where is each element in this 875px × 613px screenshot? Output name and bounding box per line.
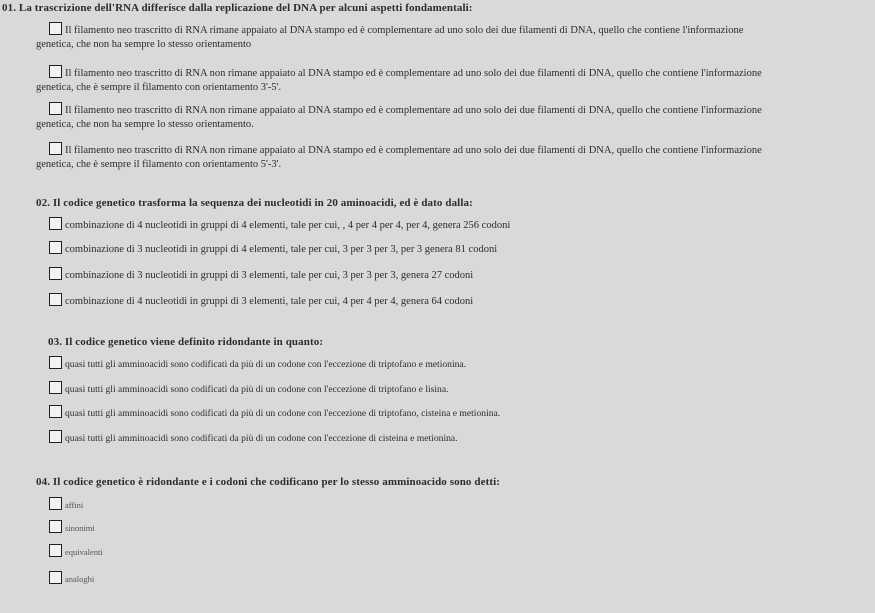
answer-option[interactable]: quasi tutti gli amminoacidi sono codificati da più di un codone con l'eccezione di triptofano, cisteina e metionina. <box>49 405 500 421</box>
checkbox[interactable] <box>49 356 62 369</box>
answer-option[interactable]: affini <box>49 497 83 512</box>
checkbox[interactable] <box>49 293 62 306</box>
answer-option[interactable]: combinazione di 4 nucleotidi in gruppi di 4 elementi, tale per cui, , 4 per 4 per 4, per 4, genera 256 codoni <box>49 217 510 233</box>
checkbox[interactable] <box>49 217 62 230</box>
checkbox[interactable] <box>49 544 62 557</box>
checkbox[interactable] <box>49 241 62 254</box>
question-title: 01. La trascrizione dell'RNA differisce dalla replicazione del DNA per alcuni aspetti fondamentali: <box>2 2 473 14</box>
checkbox[interactable] <box>49 381 62 394</box>
checkbox[interactable] <box>49 65 62 78</box>
checkbox[interactable] <box>49 142 62 155</box>
answer-option[interactable]: combinazione di 4 nucleotidi in gruppi di 3 elementi, tale per cui, 4 per 4 per 4, genera 64 codoni <box>49 293 473 309</box>
answer-option[interactable]: Il filamento neo trascritto di RNA non rimane appaiato al DNA stampo ed è complementare ad uno solo dei due filamenti di DNA, quello che contiene l'informazione genetica, che non ha sempre lo stesso orientamento. <box>49 102 762 132</box>
checkbox[interactable] <box>49 497 62 510</box>
checkbox[interactable] <box>49 267 62 280</box>
answer-option[interactable]: quasi tutti gli amminoacidi sono codificati da più di un codone con l'eccezione di triptofano e metionina. <box>49 356 466 372</box>
answer-option[interactable]: analoghi <box>49 571 94 586</box>
checkbox[interactable] <box>49 571 62 584</box>
question-title: 04. Il codice genetico è ridondante e i codoni che codificano per lo stesso amminoacido sono detti: <box>36 476 501 488</box>
checkbox[interactable] <box>49 102 62 115</box>
answer-option[interactable]: Il filamento neo trascritto di RNA non rimane appaiato al DNA stampo ed è complementare ad uno solo dei due filamenti di DNA, quello che contiene l'informazione genetica, che è sempre il filamento con orientamento 3'-5'. <box>49 65 762 95</box>
checkbox[interactable] <box>49 22 62 35</box>
checkbox[interactable] <box>49 405 62 418</box>
answer-option[interactable]: equivalenti <box>49 544 103 559</box>
checkbox[interactable] <box>49 430 62 443</box>
answer-option[interactable]: combinazione di 3 nucleotidi in gruppi di 4 elementi, tale per cui, 3 per 3 per 3, per 3 genera 81 codoni <box>49 241 497 257</box>
question-title: 02. Il codice genetico trasforma la sequenza dei nucleotidi in 20 aminoacidi, ed è dato dalla: <box>36 197 473 209</box>
answer-option[interactable]: sinonimi <box>49 520 95 535</box>
question-title: 03. Il codice genetico viene definito ridondante in quanto: <box>48 336 324 348</box>
checkbox[interactable] <box>49 520 62 533</box>
answer-option[interactable]: combinazione di 3 nucleotidi in gruppi di 3 elementi, tale per cui, 3 per 3 per 3, genera 27 codoni <box>49 267 473 283</box>
answer-option[interactable]: quasi tutti gli amminoacidi sono codificati da più di un codone con l'eccezione di triptofano e lisina. <box>49 381 449 397</box>
answer-option[interactable]: Il filamento neo trascritto di RNA non rimane appaiato al DNA stampo ed è complementare ad uno solo dei due filamenti di DNA, quello che contiene l'informazione genetica, che è sempre il filamento con orientamento 5'-3'. <box>49 142 762 172</box>
answer-option[interactable]: quasi tutti gli amminoacidi sono codificati da più di un codone con l'eccezione di cisteina e metionina. <box>49 430 458 446</box>
answer-option[interactable]: Il filamento neo trascritto di RNA rimane appaiato al DNA stampo ed è complementare ad uno solo dei due filamenti di DNA, quello che contiene l'informazione genetica, che non ha sempre lo stesso orientamento <box>49 22 743 52</box>
